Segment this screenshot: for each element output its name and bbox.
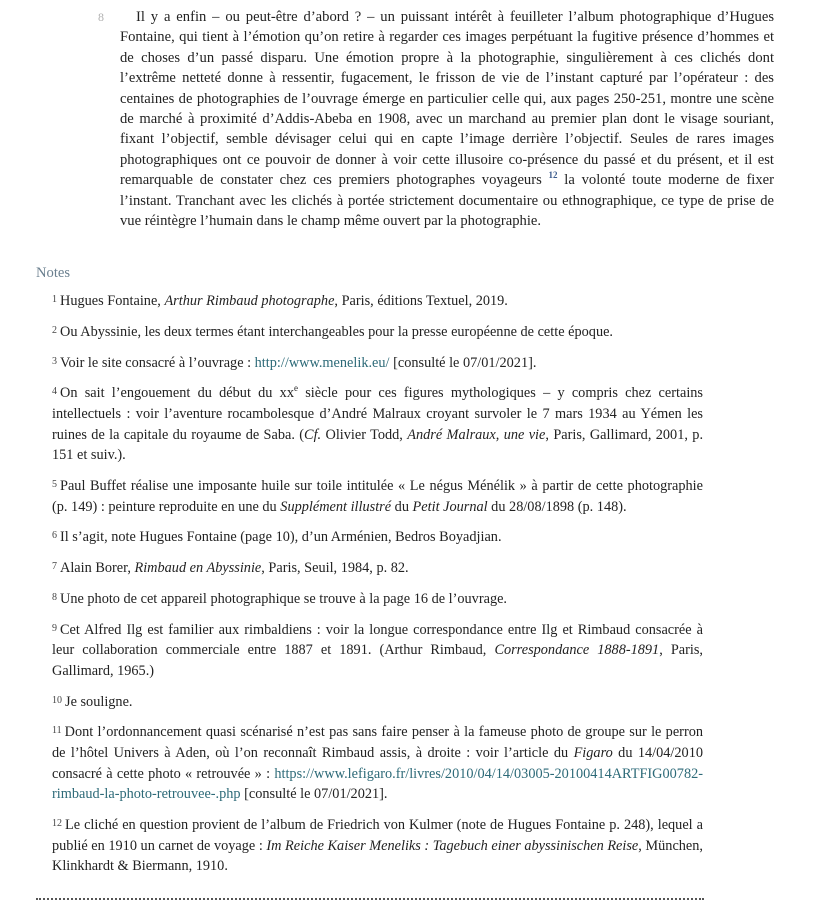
text-run: On sait l’engouement du début du xx — [60, 385, 294, 402]
text-run: , Paris, Seuil, 1984, p. 82. — [261, 560, 409, 577]
footnote-number-link[interactable]: 6 — [52, 530, 57, 542]
text-run: Je souligne. — [65, 693, 133, 710]
footnote-number-link[interactable]: 9 — [52, 622, 57, 634]
footnote-number-link[interactable]: 1 — [52, 294, 57, 305]
italic-title: Petit Journal — [412, 498, 488, 515]
text-run: siècle pour ces figures mythologiques – y compris chez certains intellectuels : voir l’aventure rocambolesque d’André Malraux croyant survoler le 7 mars 1934 au Yémen les ruines de la capitale du royaume de Saba. ( — [52, 385, 703, 443]
superscript[interactable]: e — [293, 383, 298, 394]
footnote-item — [52, 691, 703, 713]
external-link[interactable]: http://www.menelik.eu/ — [254, 354, 390, 371]
text-run: , Paris, éditions Textuel, 2019. — [334, 293, 508, 309]
italic-title: Arthur Rimbaud photographe — [164, 293, 335, 309]
footnote-item — [52, 526, 703, 548]
italic-title: Cf. — [304, 426, 322, 443]
text-run: Il y a enfin – ou peut-être d’abord ? – un puissant intérêt à feuilleter l’album photographique d’Hugues Fontaine, qui tient à l’émotion qu’on retire à regarder ces images perpétuant la fugitive présence d’hommes et de choses d’un passé disparu. Une émotion propre à la photographie, singulièrement à ces clichés dont l’extrême netteté donne à ressentir, fugacement, le frisson de vie de l’instant capturé par l’opérateur : des centaines de photographies de l’ouvrage émerge en particulier celle qui, aux pages 250-251, montre une scène de marché à proximité d’Addis-Abeba en 1908, avec un marchand au premier plan dont le visage souriant, fixant l’objectif, semble dévisager celui qui en capte l’image derrière l’objectif. Seules de rares images photographiques ont ce pouvoir de donner à voir cette illusoire co-présence du passé et du présent, et il est remarquable de constater chez ces premiers photographes voyageurs — [120, 9, 774, 189]
footnote-number-link[interactable]: 3 — [52, 355, 57, 367]
footnote-number-link[interactable]: 4 — [52, 386, 57, 398]
italic-title: Figaro — [573, 744, 613, 761]
footnote-number-link[interactable]: 10 — [52, 694, 62, 706]
text-run: la volonté toute moderne de fixer l’instant. Tranchant avec les clichés à portée strictement documentaire ou ethnographique, ce type de prise de vue réintègre l’humain dans le champ même ouvert par la photographie. — [120, 172, 774, 230]
notes-list — [52, 290, 703, 886]
footnote-item — [52, 382, 703, 465]
text-run: Olivier Todd, — [321, 426, 408, 443]
footnote-item — [52, 290, 703, 312]
footnote-item — [52, 814, 703, 877]
text-run: , Paris, Gallimard, 2001, p. 151 et suiv.). — [52, 426, 704, 464]
text-run: Il s’agit, note Hugues Fontaine (page 10), d’un Arménien, Bedros Boyadjian. — [60, 529, 502, 546]
text-run: Hugues Fontaine, — [60, 293, 165, 309]
text-run: du 14/04/2010 consacré à cette photo « retrouvée » : — [52, 744, 703, 782]
external-link[interactable]: https://www.lefigaro.fr/livres/2010/04/14/03005-20100414ARTFIG00782-rimbaud-la-photo-retrouvee-.php — [52, 765, 703, 803]
footnote-number-link[interactable]: 2 — [52, 324, 57, 336]
text-run: [consulté le 07/01/2021]. — [240, 786, 388, 803]
footnote-item — [52, 619, 703, 682]
footnote-number-link[interactable]: 12 — [52, 817, 62, 829]
dotted-separator — [36, 898, 704, 900]
text-run: , Paris, Gallimard, 1965.) — [52, 642, 704, 679]
text-run: Le cliché en question provient de l’album de Friedrich von Kulmer (note de Hugues Fontaine p. 248), lequel a publié en 1910 un carnet de voyage : — [52, 816, 703, 854]
footnote-item — [52, 321, 703, 343]
text-run: [consulté le 07/01/2021]. — [389, 354, 537, 371]
notes-heading: Notes — [36, 265, 71, 281]
italic-title: Im Reiche Kaiser Meneliks : Tagebuch einer abyssinischen Reise — [266, 837, 639, 854]
text-run: , München, Klinkhardt & Biermann, 1910. — [52, 837, 704, 875]
text-run: Dont l’ordonnancement quasi scénarisé n’est pas sans faire penser à la fameuse photo de groupe sur le perron de l’hôtel Univers à Aden, où l’on reconnaît Rimbaud assis, à droite : voir l’article du — [52, 724, 703, 761]
text-run: Ou Abyssinie, les deux termes étant interchangeables pour la presse européenne de cette époque. — [60, 323, 614, 340]
italic-title: Correspondance 1888-1891 — [494, 642, 660, 659]
footnote-item — [52, 721, 703, 804]
footnote-ref-link[interactable]: 12 — [548, 170, 558, 181]
italic-title: André Malraux, une vie — [407, 426, 546, 443]
paragraph-number: 8 — [98, 10, 104, 24]
text-run: Alain Borer, — [60, 560, 135, 577]
footnote-item — [52, 475, 703, 517]
footnote-number-link[interactable]: 7 — [52, 561, 57, 573]
footnote-number-link[interactable]: 8 — [52, 591, 57, 603]
footnote-item — [52, 557, 703, 579]
footnote-number-link[interactable]: 5 — [52, 478, 57, 490]
italic-title: Rimbaud en Abyssinie — [134, 560, 262, 577]
text-run: du 28/08/1898 (p. 148). — [487, 498, 627, 515]
text-run: Cet Alfred Ilg est familier aux rimbaldiens : voir la longue correspondance entre Ilg et Rimbaud consacrée à leur collaboration commerciale entre 1887 et 1891. (Arthur Rimbaud, — [52, 621, 703, 659]
text-run: Paul Buffet réalise une imposante huile sur toile intitulée « Le négus Ménélik » à partir de cette photographie (p. 149) : peinture reproduite en une du — [52, 477, 703, 515]
footnote-number-link[interactable]: 11 — [52, 725, 62, 737]
text-run: Une photo de cet appareil photographique se trouve à la page 16 de l’ouvrage. — [60, 590, 508, 607]
footnote-item — [52, 352, 703, 374]
footnote-item — [52, 588, 703, 610]
paragraph-text — [120, 7, 774, 231]
italic-title: Supplément illustré — [280, 498, 392, 515]
text-run: Voir le site consacré à l’ouvrage : — [60, 354, 255, 371]
text-run: du — [391, 498, 413, 515]
